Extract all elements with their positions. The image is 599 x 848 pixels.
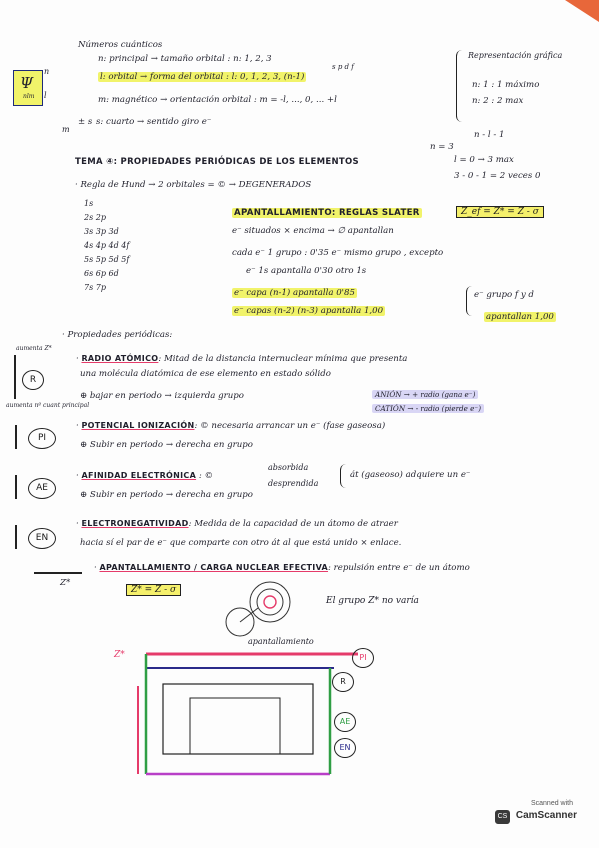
- side-l: l: [44, 91, 47, 100]
- arrow-icon: [15, 425, 17, 449]
- repr-title: Representación gráfica: [468, 51, 563, 60]
- ae-brace: [340, 464, 346, 488]
- psi-box: Ψ nlm: [13, 70, 43, 106]
- side-m: m: [62, 125, 70, 134]
- badge-line-1: Scanned with: [530, 800, 573, 807]
- arrow-icon: [15, 475, 17, 499]
- repr-brace: [456, 50, 465, 122]
- en-diagram-icon: EN: [334, 738, 356, 758]
- page-corner: [565, 0, 599, 22]
- radius-icon: R: [22, 370, 44, 390]
- slater-box: Z_ef = Z* = Z - σ: [456, 206, 544, 218]
- repr-line2: n: 2 : 2 max: [472, 96, 524, 106]
- props-title: · Propiedades periódicas:: [62, 330, 173, 340]
- orbital-row: 4s 4p 4d 4f: [84, 241, 130, 250]
- pi-icon: PI: [28, 428, 56, 449]
- repr-line1: n: 1 : 1 máximo: [472, 80, 540, 90]
- n-line: n: principal → tamaño orbital : n: 1, 2, 3: [98, 54, 272, 64]
- s-line: s: cuarto → sentido giro e⁻: [96, 117, 212, 127]
- formula-n3: n = 3: [430, 142, 454, 152]
- slater-rule-4: e⁻ capa (n-1) apantalla 0'85: [234, 288, 355, 298]
- ae-icon: AE: [28, 478, 56, 499]
- zstar-diagram-label: Z*: [114, 650, 125, 660]
- quantum-title: Números cuánticos: [78, 40, 163, 50]
- cation-note: CATIÓN → - radio (pierde e⁻): [372, 403, 484, 415]
- formula-l0: l = 0 → 3 max: [454, 155, 514, 165]
- ra-text-2: una molécula diatómica de ese elemento en estado sólido: [80, 369, 331, 379]
- ae-absorbida: absorbida: [268, 463, 309, 472]
- zstar-label: Z*: [60, 578, 71, 588]
- l-line: l: orbital → forma del orbital : l: 0, 1, 2, 3, (n-1): [100, 72, 305, 82]
- orbital-row: 2s 2p: [84, 213, 106, 222]
- en-icon: EN: [28, 528, 56, 549]
- ae-text: át (gaseoso) adquiere un e⁻: [350, 470, 471, 480]
- pi-line: · POTENCIAL IONIZACIÓN: © necesaria arrancar un e⁻ (fase gaseosa): [76, 421, 386, 431]
- ae-line: · AFINIDAD ELECTRÓNICA : ©: [76, 471, 214, 481]
- slater-rule-1: e⁻ situados × encima → ∅ apantallan: [232, 226, 394, 236]
- side-n: n: [44, 67, 50, 76]
- tema-title: TEMA ④: PROPIEDADES PERIÓDICAS DE LOS ELEMENTOS: [75, 157, 359, 167]
- hund-rule: · Regla de Hund → 2 orbitales = © → DEGENERADOS: [75, 180, 312, 190]
- slater-rule-3: e⁻ 1s apantalla 0'30 otro 1s: [246, 266, 367, 276]
- zstar-formula: Z* = Z - σ: [126, 584, 181, 596]
- slater-fd: e⁻ grupo f y d: [474, 290, 534, 300]
- orbital-row: 3s 3p 3d: [84, 227, 119, 236]
- pi-rule: ⊕ Subir en periodo → derecha en grupo: [80, 440, 253, 450]
- ra-side-1: aumenta Z*: [16, 345, 52, 352]
- ae-rule: ⊕ Subir en periodo → derecha en grupo: [80, 490, 253, 500]
- en-text-2: hacia sí el par de e⁻ que comparte con otro át al que está unido × enlace.: [80, 538, 402, 548]
- formula-nl: n - l - 1: [474, 130, 505, 140]
- n-sub: s p d f: [332, 63, 354, 71]
- ae-diagram-icon: AE: [334, 712, 356, 732]
- ap-line: · APANTALLAMIENTO / CARGA NUCLEAR EFECTIVA: repulsión entre e⁻ de un átomo: [94, 563, 470, 573]
- scanner-badge: [495, 800, 577, 828]
- anion-note: ANIÓN → + radio (gana e⁻): [372, 389, 478, 401]
- s-prefix: ± s: [78, 117, 93, 127]
- fd-brace: [466, 286, 473, 316]
- formula-calc: 3 - 0 - 1 = 2 veces 0: [454, 171, 541, 181]
- apantallamiento-label: apantallamiento: [248, 637, 314, 646]
- grupo-text: El grupo Z* no varía: [326, 596, 419, 606]
- arrow-icon: [14, 355, 16, 399]
- pi-diagram-icon: PI: [352, 648, 374, 668]
- camscanner-logo-icon: CS: [495, 810, 510, 824]
- slater-rule-2: cada e⁻ 1 grupo : 0'35 e⁻ mismo grupo , excepto: [232, 248, 444, 258]
- en-line: · ELECTRONEGATIVIDAD: Medida de la capacidad de un átomo de atraer: [76, 519, 398, 529]
- arrow-icon: [15, 525, 17, 549]
- ra-rule: ⊕ bajar en periodo → izquierda grupo: [80, 391, 244, 401]
- m-line: m: magnético → orientación orbital : m = -l, ..., 0, ... +l: [98, 95, 337, 105]
- orbital-row: 6s 6p 6d: [84, 269, 119, 278]
- orbital-row: 1s: [84, 199, 94, 208]
- slater-fd2: apantallan 1,00: [486, 312, 554, 322]
- periodic-table-diagram: [108, 646, 368, 780]
- arrow-icon: [34, 572, 82, 574]
- ae-desprendida: desprendida: [268, 479, 319, 488]
- orbital-row: 7s 7p: [84, 283, 106, 292]
- orbital-row: 5s 5p 5d 5f: [84, 255, 130, 264]
- ra-side-2: aumenta nº cuant principal: [6, 402, 90, 409]
- ra-line: · RADIO ATÓMICO: Mitad de la distancia internuclear mínima que presenta: [76, 354, 408, 364]
- slater-rule-5: e⁻ capas (n-2) (n-3) apantalla 1,00: [234, 306, 384, 316]
- badge-line-2: CamScanner: [515, 810, 577, 821]
- slater-title: APANTALLAMIENTO: REGLAS SLATER: [234, 208, 420, 218]
- radius-diagram-icon: R: [332, 672, 354, 692]
